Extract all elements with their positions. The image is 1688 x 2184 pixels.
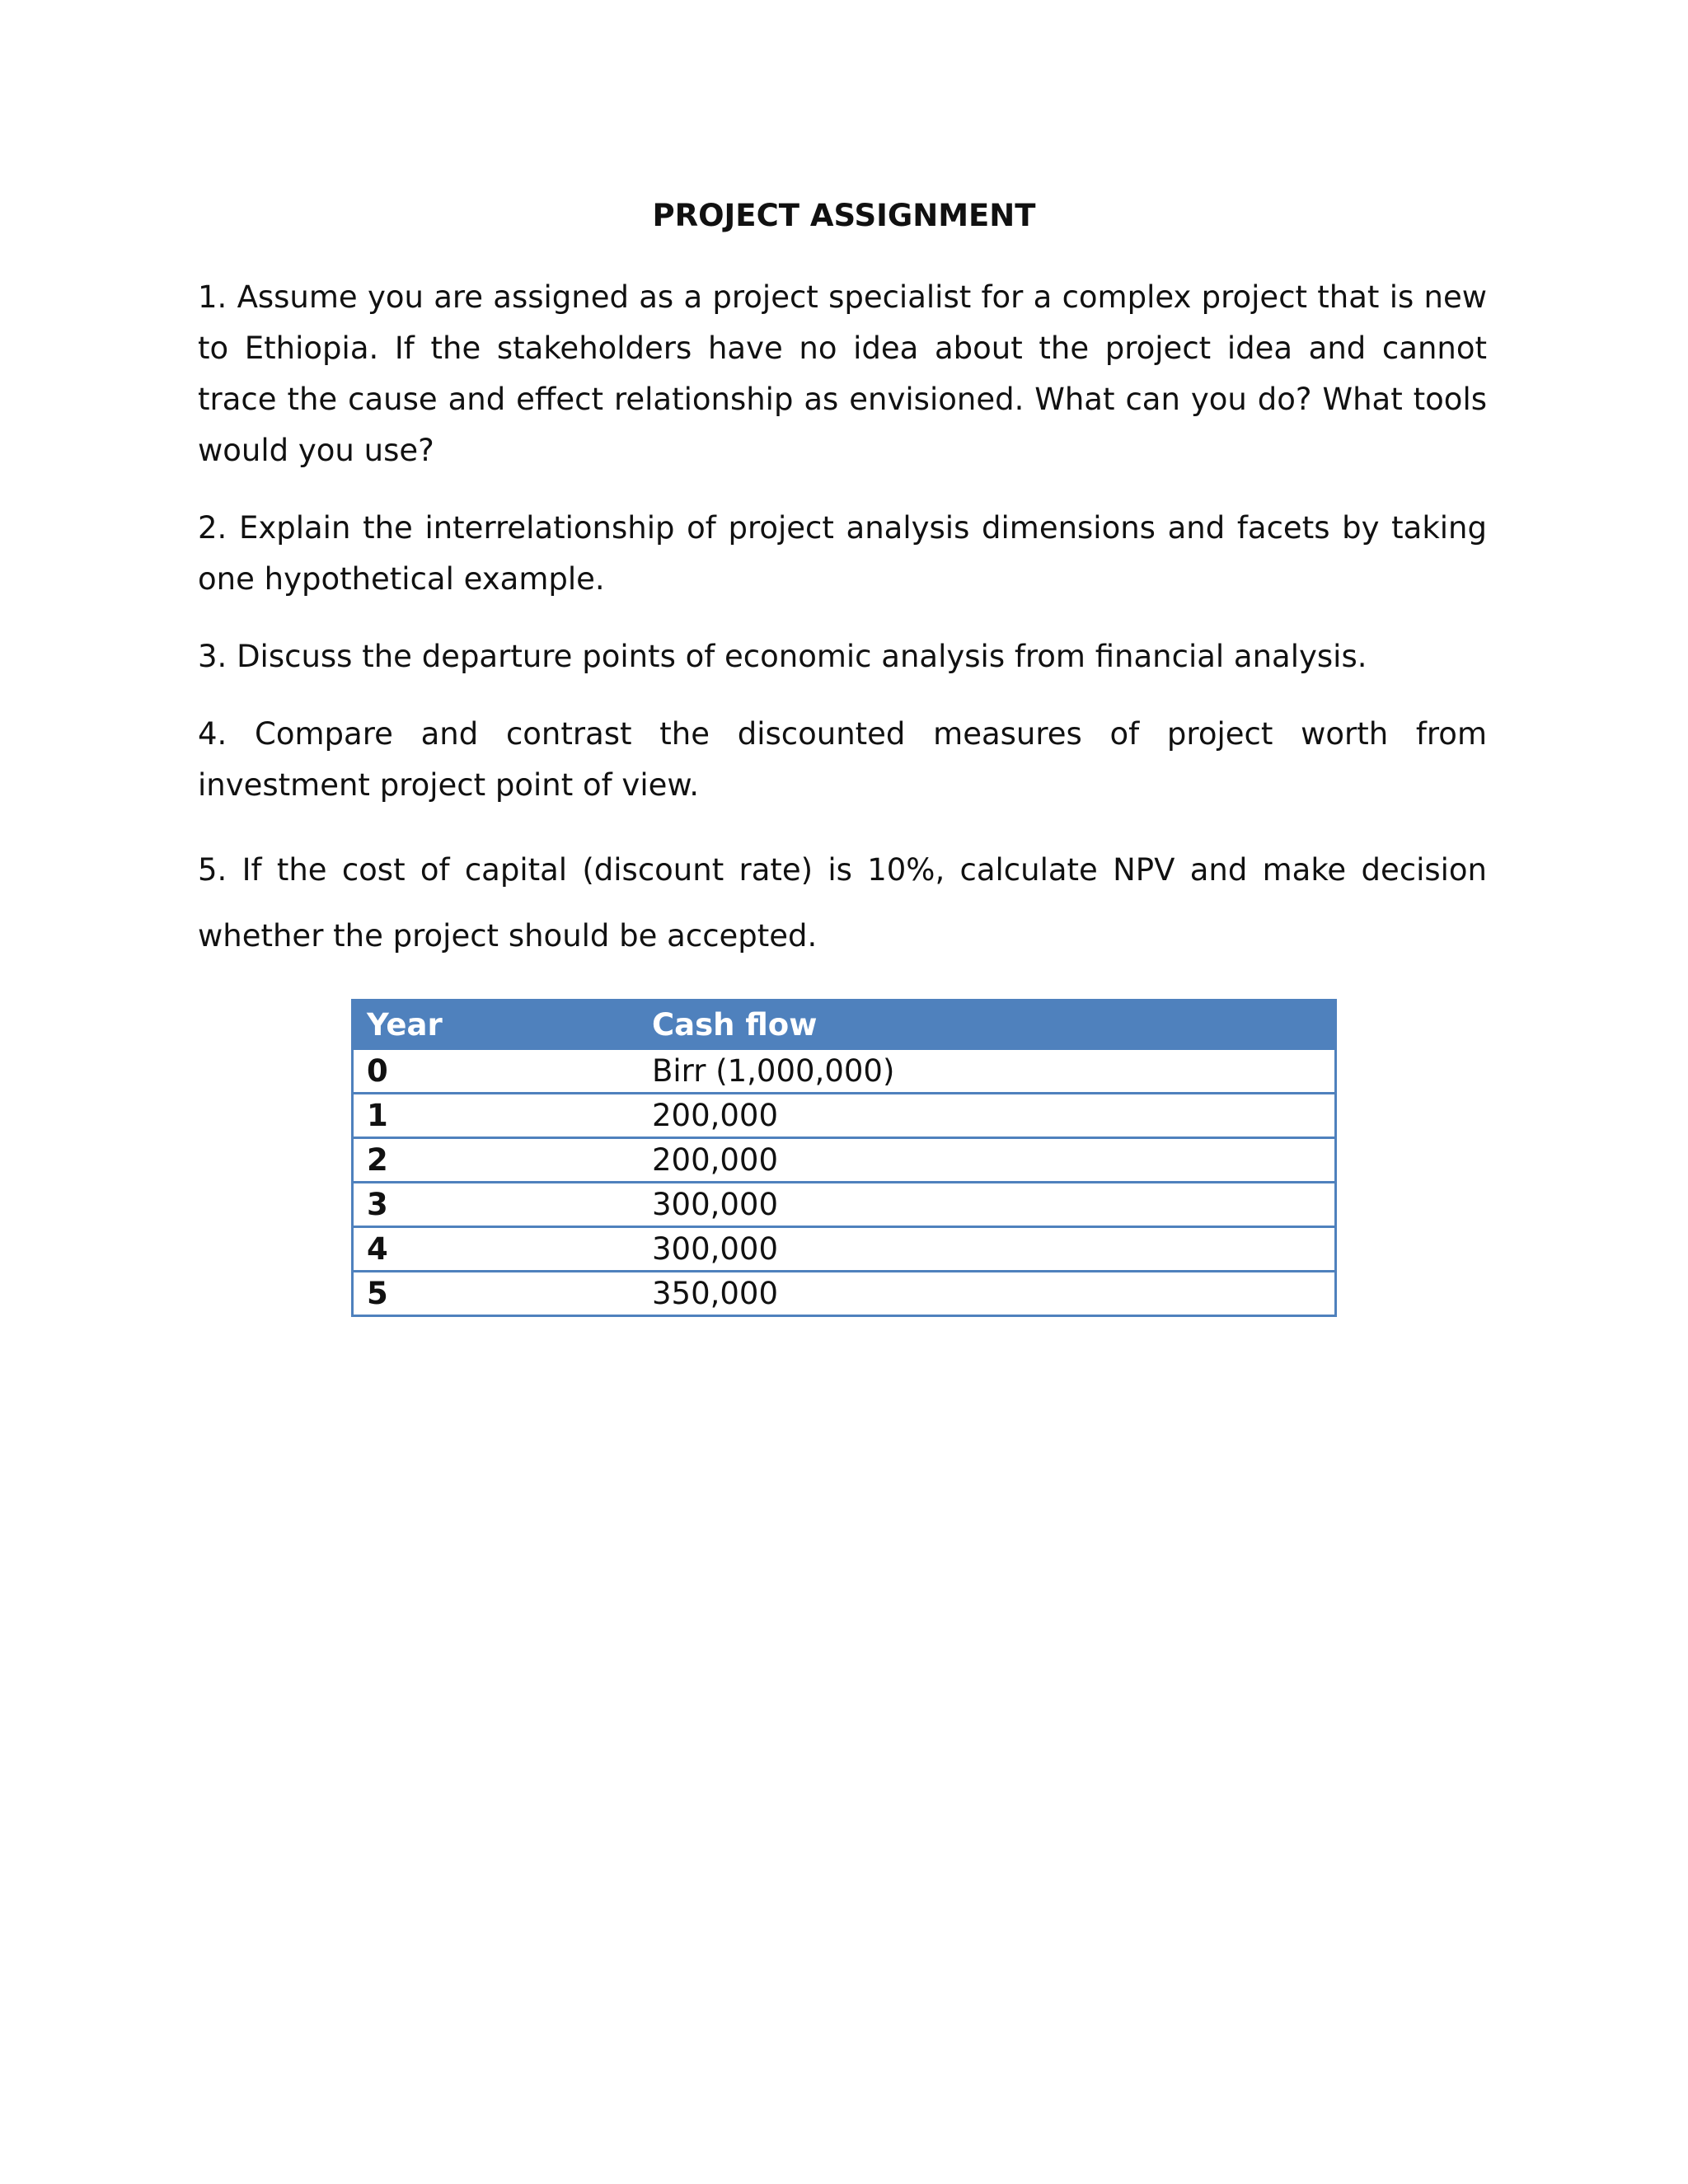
table-row: [353, 1094, 1336, 1138]
question-5: 5. If the cost of capital (discount rate) is 10%, calculate NPV and make decision whether the project should be accepted.: [198, 852, 1487, 954]
year-cell: 0: [353, 1049, 640, 1094]
question-2: 2. Explain the interrelationship of project analysis dimensions and facets by taking one hypothetical example.: [198, 510, 1487, 597]
question-4: 4. Compare and contrast the discounted measures of project worth from investment project point of view.: [198, 716, 1487, 803]
table-row: [353, 1183, 1336, 1227]
year-cell: 1: [353, 1094, 640, 1138]
table-row: [353, 1049, 1336, 1094]
cash-flow-cell: 350,000: [639, 1272, 1336, 1316]
question-3: 3. Discuss the departure points of economic analysis from financial analysis.: [198, 639, 1367, 674]
header-cash-flow: Cash flow: [639, 1001, 1336, 1049]
cash-flow-cell: 200,000: [639, 1094, 1336, 1138]
header-year: Year: [353, 1001, 640, 1049]
year-cell: 2: [353, 1138, 640, 1183]
question-1: 1. Assume you are assigned as a project specialist for a complex project that is new to Ethiopia. If the stakeholders have no idea about the project idea and cannot trace the cause and effect relationship as envisioned. What can you do? What tools would you use?: [198, 279, 1487, 468]
table-row: [353, 1272, 1336, 1316]
year-cell: 4: [353, 1227, 640, 1272]
cash-flow-cell: 300,000: [639, 1183, 1336, 1227]
table-row: [353, 1138, 1336, 1183]
questions-list: [198, 272, 1487, 996]
cash-flow-cell: Birr (1,000,000): [639, 1049, 1336, 1094]
table-header-row: [353, 1001, 1336, 1049]
document-title: PROJECT ASSIGNMENT: [652, 198, 1036, 233]
table-row: [353, 1227, 1336, 1272]
cash-flow-cell: 300,000: [639, 1227, 1336, 1272]
cash-flow-cell: 200,000: [639, 1138, 1336, 1183]
cash-flow-table: [351, 999, 1337, 1317]
year-cell: 5: [353, 1272, 640, 1316]
year-cell: 3: [353, 1183, 640, 1227]
